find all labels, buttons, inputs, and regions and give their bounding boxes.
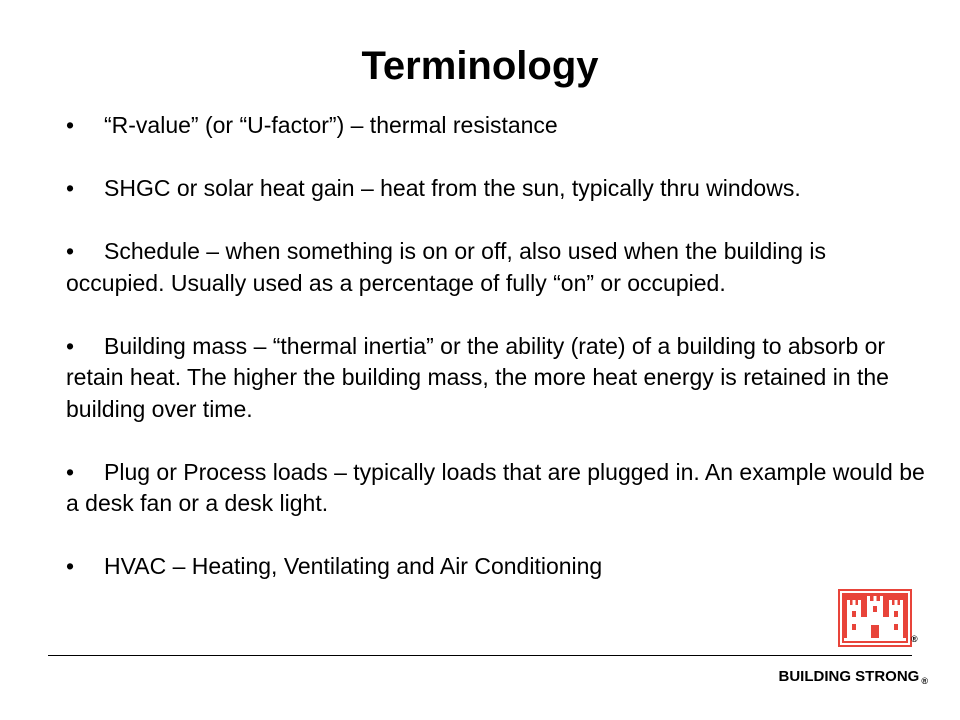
slide-title: Terminology <box>361 44 599 88</box>
footer-text: BUILDING STRONG <box>778 668 920 685</box>
bullet-text: “R-value” (or “U-factor”) – thermal resistance <box>104 112 558 138</box>
bullet-text: HVAC – Heating, Ventilating and Air Conditioning <box>104 553 603 579</box>
bullet-item <box>66 173 926 205</box>
bullet-marker: • <box>66 112 75 138</box>
bullet-text: Building mass – “thermal inertia” or the ability (rate) of a building to absorb or retain heat. The higher the building mass, the more heat energy is retained in the building over time. <box>66 332 889 422</box>
bullet-marker: • <box>66 553 75 579</box>
bullet-list <box>66 110 926 614</box>
bullet-item <box>66 331 926 426</box>
footer-tagline <box>779 668 928 686</box>
logo-registered-mark: ® <box>911 634 918 644</box>
bullet-marker: • <box>66 238 75 264</box>
bullet-text: SHGC or solar heat gain – heat from the sun, typically thru windows. <box>104 175 801 201</box>
bullet-item <box>66 110 926 142</box>
footer-divider <box>48 655 912 656</box>
bullet-text: Plug or Process loads – typically loads that are plugged in. An example would be a desk fan or a desk light. <box>66 458 925 516</box>
bullet-marker: • <box>66 458 75 485</box>
bullet-marker: • <box>66 332 75 359</box>
bullet-item <box>66 457 926 520</box>
bullet-text: Schedule – when something is on or off, also used when the building is occupied. Usually used as a percentage of fully “on” or occupied. <box>66 238 826 296</box>
bullet-item <box>66 551 926 583</box>
footer-registered-mark: ® <box>921 676 928 686</box>
bullet-item <box>66 236 926 299</box>
bullet-marker: • <box>66 175 75 201</box>
castle-icon <box>838 589 912 647</box>
